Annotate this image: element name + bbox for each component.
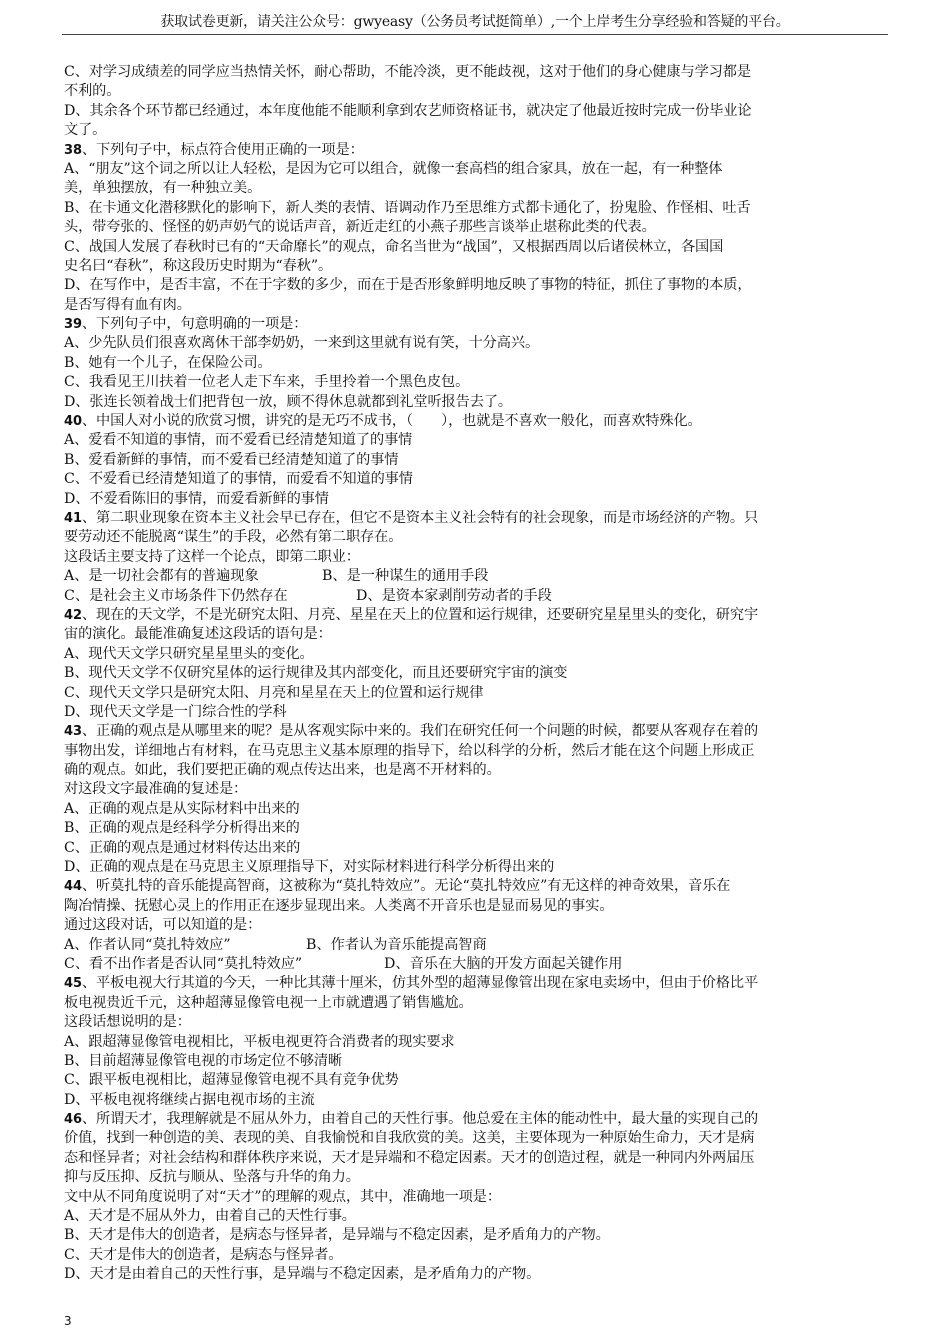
text-line <box>64 761 886 780</box>
line-text: C、战国人发展了春秋时已有的“天命靡长”的观点，命名当世为“战国”，又根据西周以后诸侯林立，各国国 <box>64 238 724 255</box>
text-line <box>64 82 886 101</box>
text-line <box>64 684 886 703</box>
line-text: D、张连长领着战士们把背包一放，顾不得休息就都到礼堂听报告去了。 <box>64 393 512 410</box>
text-line <box>64 470 886 489</box>
text-line <box>64 63 886 82</box>
text-line <box>64 451 886 470</box>
line-text: 对这段文字最准确的复述是： <box>64 781 248 798</box>
text-line <box>64 1091 886 1110</box>
line-text: C、我看见王川扶着一位老人走下车来，手里拎着一个黑色皮包。 <box>64 374 470 391</box>
text-line <box>64 1129 886 1148</box>
text-line <box>64 703 886 722</box>
line-text: 宙的演化。最能准确复述这段话的语句是： <box>64 626 332 643</box>
option-pair-line <box>64 955 886 974</box>
line-text: 价值，找到一种创造的美、表现的美、自我愉悦和自我欣赏的美。这美，主要体现为一种原始生命力，天才是病 <box>64 1130 755 1147</box>
text-line <box>64 1207 886 1226</box>
question-number: 38 <box>64 142 82 158</box>
line-text: 、现在的天文学，不是光研究太阳、月亮、星星在天上的位置和运行规律，还要研究星星里头的变化，研究宇 <box>81 606 759 623</box>
line-text: 不利的。 <box>64 83 121 100</box>
text-line <box>64 1052 886 1071</box>
question-number: 45 <box>64 976 82 992</box>
line-text: B、正确的观点是经科学分析得出来的 <box>64 820 300 837</box>
line-text: 、平板电视大行其道的今天，一种比其薄十厘米，仿其外型的超薄显像管出现在家电卖场中，但由于价格比平 <box>81 975 759 992</box>
line-text: D、其余各个环节都已经通过，本年度他能不能顺利拿到农艺师资格证书，就决定了他最近按时完成一份毕业论 <box>64 102 752 119</box>
text-line <box>64 431 886 450</box>
option-right: D、音乐在大脑的开发方面起关键作用 <box>384 955 623 972</box>
text-line <box>64 839 886 858</box>
line-text: 这段话主要支持了这样一个论点，即第二职业： <box>64 548 360 565</box>
text-line <box>64 354 886 373</box>
text-line <box>64 393 886 412</box>
line-text: 头，带夸张的、怪怪的奶声奶气的说话声音，新近走红的小燕子那些言谈举止堪称此类的代表。 <box>64 219 656 236</box>
line-text: D、天才是由着自己的天性行事，是异端与不稳定因素，是矛盾角力的产物。 <box>64 1266 541 1283</box>
question-number: 41 <box>64 510 82 526</box>
line-text: 、第二职业现象在资本主义社会早已存在，但它不是资本主义社会特有的社会现象，而是市场经济的产物。只 <box>81 509 759 526</box>
text-line <box>64 625 886 644</box>
page-header: 获取试卷更新，请关注公众号：gwyeasy（公务员考试挺简单）,一个上岸考生分享经验和答疑的平台。 <box>62 10 888 35</box>
option-left: C、看不出作者是否认同“莫扎特效应” <box>64 955 303 972</box>
text-line <box>64 528 886 547</box>
text-line <box>64 819 886 838</box>
line-text: 确的观点。如此，我们要把正确的观点传达出来，也是离不开材料的。 <box>64 762 501 779</box>
text-line <box>64 296 886 315</box>
text-line <box>64 102 886 121</box>
line-text: 文中从不同角度说明了对“天才”的理解的观点，其中，准确地一项是： <box>64 1188 501 1205</box>
text-line <box>64 1149 886 1168</box>
question-line <box>64 606 886 625</box>
line-text: A、爱看不知道的事情，而不爱看已经清楚知道了的事情 <box>64 432 413 449</box>
question-line <box>64 722 886 741</box>
line-text: 、下列句子中，标点符合使用正确的一项是： <box>81 141 364 158</box>
question-line <box>64 1110 886 1129</box>
text-line <box>64 897 886 916</box>
line-text: C、跟平板电视相比，超薄显像管电视不具有竞争优势 <box>64 1072 399 1089</box>
question-line <box>64 509 886 528</box>
line-text: 、所谓天才，我理解就是不屈从外力，由着自己的天性行事。他总爱在主体的能动性中，最大量的实现自己的 <box>81 1111 759 1128</box>
line-text: C、天才是伟大的创造者，是病态与怪异者。 <box>64 1246 343 1263</box>
text-line <box>64 800 886 819</box>
line-text: 美，单独摆放，有一种独立美。 <box>64 180 262 197</box>
line-text: B、爱看新鲜的事情，而不爱看已经清楚知道了的事情 <box>64 451 399 468</box>
line-text: B、目前超薄显像管电视的市场定位不够清晰 <box>64 1052 342 1069</box>
line-text: 态和怪异者；对社会结构和群体秩序来说，天才是异端和不稳定因素。天才的创造过程，就是一种同内外两届压 <box>64 1149 755 1166</box>
text-line <box>64 276 886 295</box>
option-right: B、作者认为音乐能提高智商 <box>306 936 487 953</box>
line-text: D、平板电视将继续占据电视市场的主流 <box>64 1091 315 1108</box>
text-line <box>64 490 886 509</box>
text-line <box>64 1071 886 1090</box>
line-text: C、现代天文学只是研究太阳、月亮和星星在天上的位置和运行规律 <box>64 684 484 701</box>
line-text: A、“朋友”这个词之所以让人轻松，是因为它可以组合，就像一套高档的组合家具，放在一起，有一种整体 <box>64 160 723 177</box>
line-text: B、天才是伟大的创造者，是病态与怪异者，是异端与不稳定因素，是矛盾角力的产物。 <box>64 1227 610 1244</box>
text-line <box>64 1168 886 1187</box>
line-text: 板电视贵近千元，这种超薄显像管电视一上市就遭遇了销售尴尬。 <box>64 994 473 1011</box>
question-number: 43 <box>64 724 82 740</box>
line-text: 史名曰“春秋”，称这段历史时期为“春秋”。 <box>64 257 333 274</box>
line-text: A、跟超薄显像管电视相比，平板电视更符合消费者的现实要求 <box>64 1033 455 1050</box>
line-text: 这段话想说明的是： <box>64 1014 191 1031</box>
question-number: 39 <box>64 317 82 333</box>
line-text: 、下列句子中，句意明确的一项是： <box>81 316 308 333</box>
text-line <box>64 373 886 392</box>
question-number: 46 <box>64 1112 82 1128</box>
line-text: 陶冶情操、抚慰心灵上的作用正在逐步显现出来。人类离不开音乐也是显而易见的事实。 <box>64 897 614 914</box>
line-text: 、正确的观点是从哪里来的呢？是从客观实际中来的。我们在研究任何一个问题的时候，都要从客观存在着的 <box>81 723 759 740</box>
text-line <box>64 199 886 218</box>
text-line <box>64 1013 886 1032</box>
option-pair-line <box>64 587 886 606</box>
line-text: 是否写得有血有肉。 <box>64 296 191 313</box>
line-text: D、在写作中，是否丰富，不在于字数的多少，而在于是否形象鲜明地反映了事物的特征，抓住了事物的本质， <box>64 277 752 294</box>
option-right: D、是资本家剥削劳动者的手段 <box>356 587 552 604</box>
page-number: 3 <box>64 1314 72 1328</box>
line-text: C、对学习成绩差的同学应当热情关怀，耐心帮助，不能冷淡，更不能歧视，这对于他们的身心健康与学习都是 <box>64 64 751 80</box>
line-text: D、现代天文学是一门综合性的学科 <box>64 703 287 720</box>
line-text: D、不爱看陈旧的事情，而爱看新鲜的事情 <box>64 490 329 507</box>
text-line <box>64 160 886 179</box>
option-left: C、是社会主义市场条件下仍然存在 <box>64 587 288 604</box>
line-text: D、正确的观点是在马克思主义原理指导下，对实际材料进行科学分析得出来的 <box>64 859 555 876</box>
text-line <box>64 257 886 276</box>
question-line <box>64 412 886 431</box>
text-line <box>64 121 886 140</box>
line-text: 要劳动还不能脱离“谋生”的手段，必然有第二职存在。 <box>64 529 403 546</box>
text-line <box>64 548 886 567</box>
line-text: 文了。 <box>64 122 107 139</box>
text-line <box>64 334 886 353</box>
text-line <box>64 1265 886 1284</box>
document-body <box>64 63 886 1285</box>
text-line <box>64 238 886 257</box>
text-line <box>64 1246 886 1265</box>
text-line <box>64 645 886 664</box>
line-text: A、天才是不屈从外力，由着自己的天性行事。 <box>64 1208 356 1225</box>
line-text: 、听莫扎特的音乐能提高智商，这被称为“莫扎特效应”。无论“莫扎特效应”有无这样的神奇效果，音乐在 <box>81 878 731 895</box>
line-text: C、不爱看已经清楚知道了的事情，而爱看不知道的事情 <box>64 471 413 488</box>
text-line <box>64 179 886 198</box>
text-line <box>64 858 886 877</box>
line-text: A、少先队员们很喜欢离休干部李奶奶，一来到这里就有说有笑，十分高兴。 <box>64 335 540 352</box>
line-text: A、现代天文学只研究星星里头的变化。 <box>64 645 314 662</box>
option-left: A、是一切社会都有的普遍现象 <box>64 568 259 585</box>
text-line <box>64 742 886 761</box>
text-line <box>64 916 886 935</box>
question-number: 42 <box>64 607 82 623</box>
option-pair-line <box>64 936 886 955</box>
line-text: C、正确的观点是通过材料传达出来的 <box>64 839 301 856</box>
question-number: 40 <box>64 414 82 430</box>
question-line <box>64 315 886 334</box>
text-line <box>64 218 886 237</box>
line-text: 抑与反压抑、反抗与顺从、坠落与升华的角力。 <box>64 1169 360 1186</box>
line-text: 通过这段对话，可以知道的是： <box>64 917 262 934</box>
text-line <box>64 1188 886 1207</box>
line-text: 事物出发，详细地占有材料，在马克思主义基本原理的指导下，给以科学的分析，然后才能在这个问题上形成正 <box>64 742 755 759</box>
line-text: B、她有一个儿子，在保险公司。 <box>64 354 272 371</box>
text-line <box>64 664 886 683</box>
option-pair-line <box>64 567 886 586</box>
text-line <box>64 1226 886 1245</box>
option-left: A、作者认同“莫扎特效应” <box>64 936 231 953</box>
line-text: A、正确的观点是从实际材料中出来的 <box>64 800 300 817</box>
line-text: B、在卡通文化潜移默化的影响下，新人类的表情、语调动作乃至思维方式都卡通化了，扮鬼脸、作怪相、吐舌 <box>64 199 751 216</box>
text-line <box>64 1033 886 1052</box>
question-number: 44 <box>64 879 82 895</box>
text-line <box>64 994 886 1013</box>
question-line <box>64 141 886 160</box>
text-line <box>64 780 886 799</box>
option-right: B、是一种谋生的通用手段 <box>322 568 489 585</box>
line-text: 、中国人对小说的欣赏习惯，讲究的是无巧不成书，（ ），也就是不喜欢一般化，而喜欢特殊化。 <box>81 413 702 430</box>
question-line <box>64 877 886 896</box>
question-line <box>64 974 886 993</box>
line-text: B、现代天文学不仅研究星体的运行规律及其内部变化，而且还要研究宇宙的演变 <box>64 665 568 682</box>
